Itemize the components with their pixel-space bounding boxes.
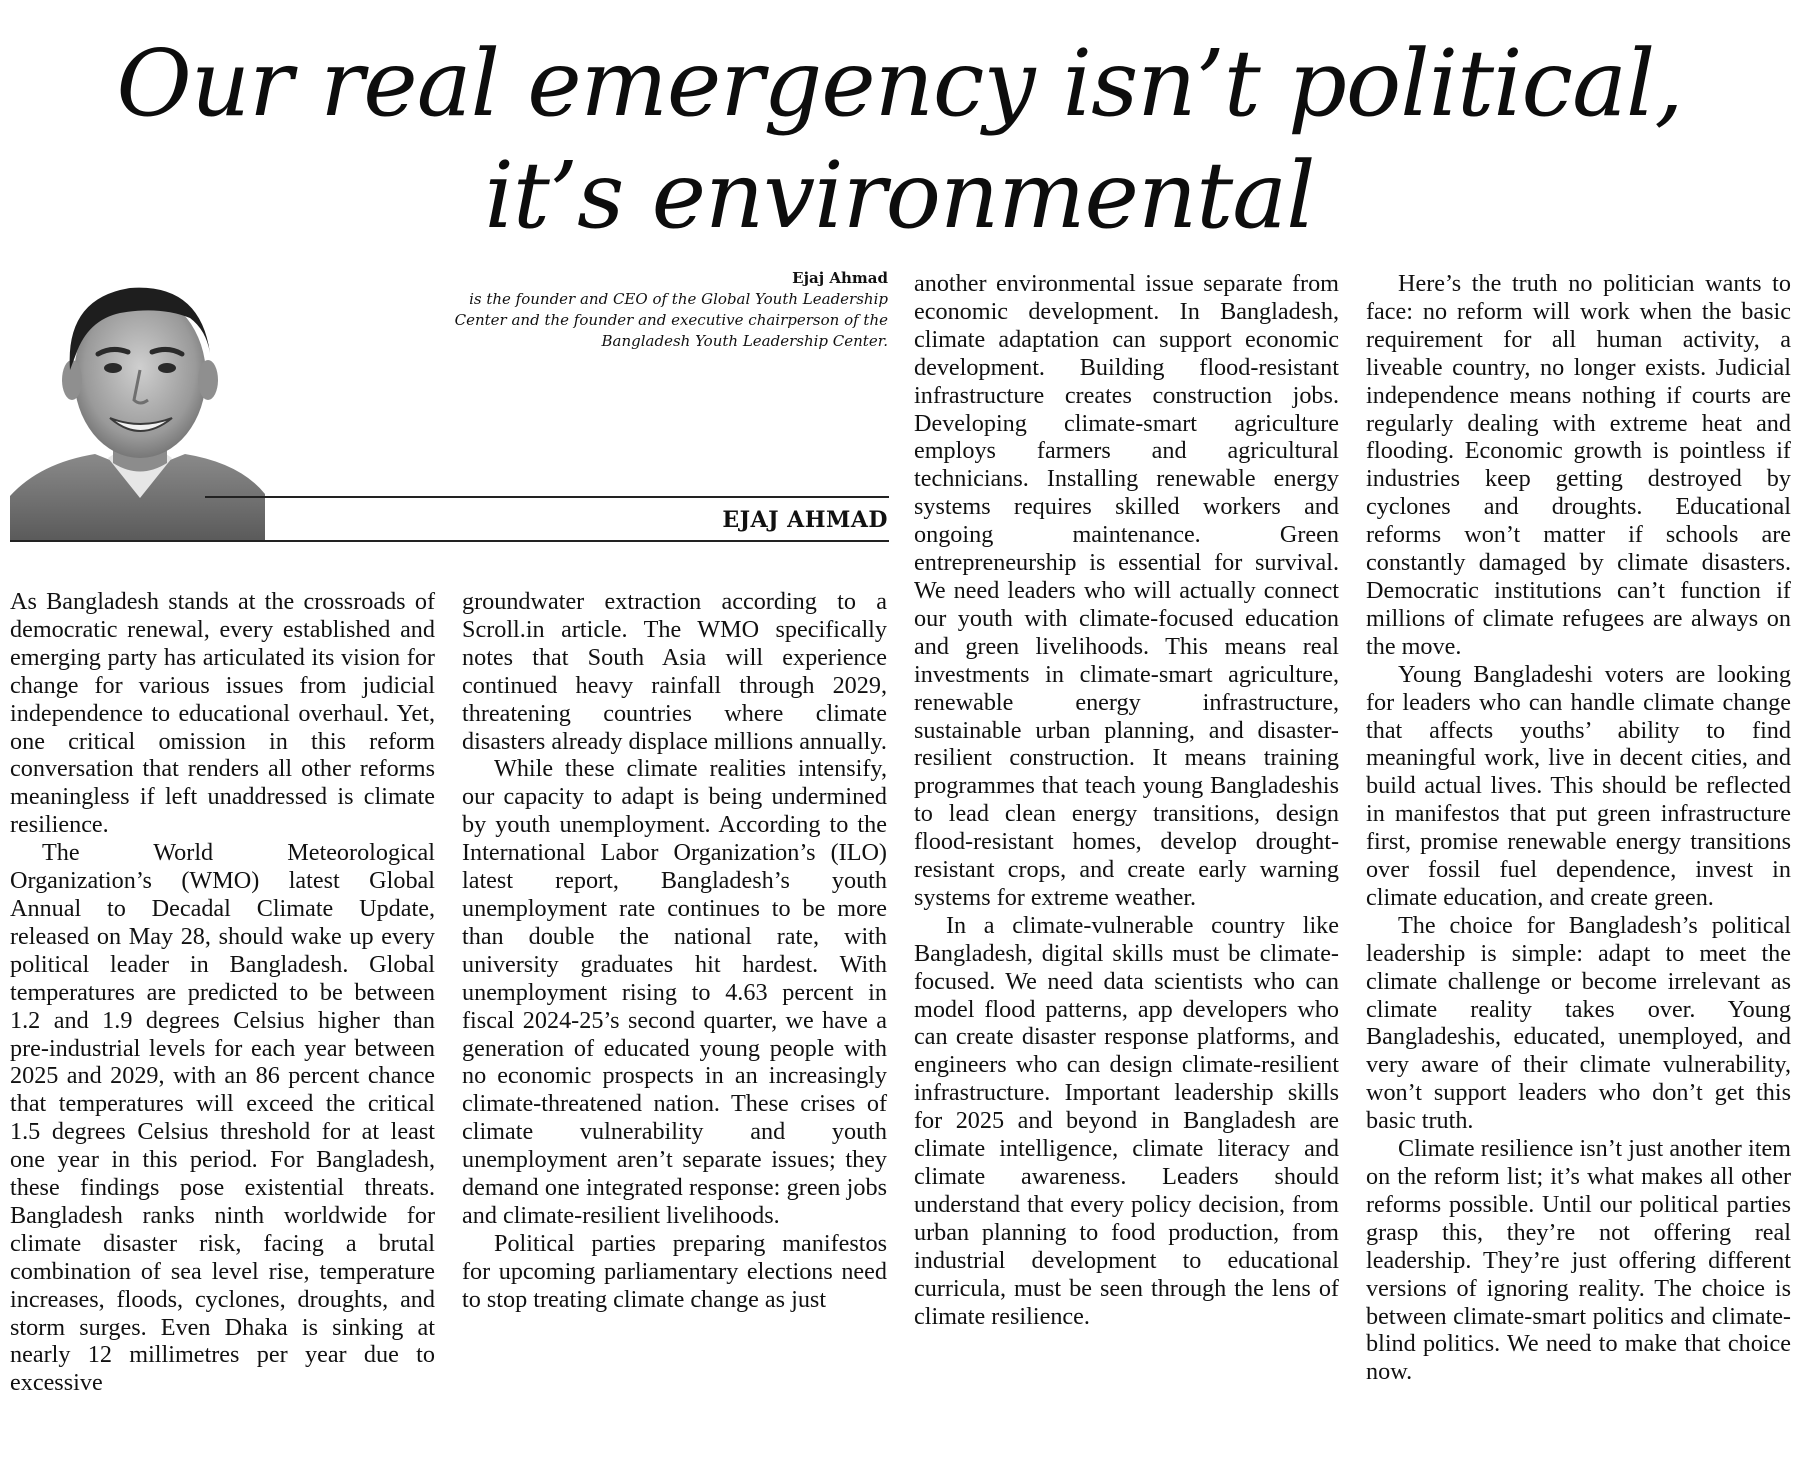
headline-line-2: it’s environmental: [484, 142, 1315, 249]
paragraph: Here’s the truth no politician wants to face: no reform will work when the basic requirement for all human activity, a liveable country, no longer exists. Judicial independence means nothing if courts are regularly dealing with extreme heat and flooding. Economic growth is pointless if industries keep getting destroyed by cyclones and droughts. Educational reforms won’t matter if schools are constantly damaged by climate disasters. Democratic institutions can’t function if millions of climate refugees are always on the move.: [1366, 270, 1791, 660]
author-photo: [10, 258, 265, 541]
paragraph: Political parties preparing manifestos for upcoming parliamentary elections need to stop treating climate change as just: [462, 1229, 887, 1313]
paragraph: groundwater extraction according to a Scroll.in article. The WMO specifically notes that South Asia will experience continued heavy rainfall through 2029, threatening countries where climate disasters already displace millions annually.: [462, 588, 887, 755]
headline: [0, 28, 1799, 252]
byline: EJAJ AHMAD: [722, 507, 888, 533]
article-column-1: [10, 588, 435, 1397]
paragraph: The choice for Bangladesh’s political leadership is simple: adapt to meet the climate challenge or become irrelevant as climate reality takes over. Young Bangladeshis, educated, unemployed, and very aware of their climate vulnerability, won’t support leaders who don’t get this basic truth.: [1366, 911, 1791, 1135]
author-bio: [420, 268, 888, 352]
article-column-4: [1366, 270, 1791, 1386]
paragraph: In a climate-vulnerable country like Bangladesh, digital skills must be climate-focused. We need data scientists who can model flood patterns, app developers who can create disaster response platforms, and engineers who can design climate-resilient infrastructure. Important leadership skills for 2025 and beyond in Bangladesh are climate intelligence, climate literacy and climate awareness. Leaders should understand that every policy decision, from urban planning to food production, from industrial development to educational curricula, must be seen through the lens of climate resilience.: [914, 911, 1339, 1330]
paragraph: Climate resilience isn’t just another item on the reform list; it’s what makes all other reforms possible. Until our political parties grasp this, they’re not offering real leadership. They’re just offering different versions of ignoring reality. The choice is between climate-smart politics and climate-blind politics. We need to make that choice now.: [1366, 1135, 1791, 1386]
byline-rule-bottom: [10, 540, 889, 542]
paragraph: As Bangladesh stands at the crossroads of democratic renewal, every established and emerging party has articulated its vision for change for various issues from judicial independence to educational overhaul. Yet, one critical omission in this reform conversation that renders all other reforms meaningless if left unaddressed is climate resilience.: [10, 588, 435, 839]
byline-rule-top: [205, 496, 889, 498]
author-bio-name: Ejaj Ahmad: [792, 269, 888, 287]
article-column-3: [914, 270, 1339, 1330]
headline-line-1: Our real emergency isn’t political,: [116, 30, 1683, 137]
paragraph: The World Meteorological Organization’s (WMO) latest Global Annual to Decadal Climate Update, released on May 28, should wake up every political leader in Bangladesh. Global temperatures are predicted to be between 1.2 and 1.9 degrees Celsius higher than pre-industrial levels for each year between 2025 and 2029, with an 86 percent chance that temperatures will exceed the critical 1.5 degrees Celsius threshold for at least one year in this period. For Bangladesh, these findings pose existential threats. Bangladesh ranks ninth worldwide for climate disaster risk, facing a brutal combination of sea level rise, temperature increases, floods, cyclones, droughts, and storm surges. Even Dhaka is sinking at nearly 12 millimetres per year due to excessive: [10, 839, 435, 1397]
paragraph: another environmental issue separate from economic development. In Bangladesh, climate adaptation can support economic development. Building flood-resistant infrastructure creates construction jobs. Developing climate-smart agriculture employs farmers and agricultural technicians. Installing renewable energy systems requires skilled workers and ongoing maintenance. Green entrepreneurship is essential for survival. We need leaders who will actually connect our youth with climate-focused education and green livelihoods. This means real investments in climate-smart agriculture, renewable energy infrastructure, sustainable urban planning, and disaster-resilient construction. It means training programmes that teach young Bangladeshis to lead clean energy transitions, design flood-resistant homes, develop drought-resistant crops, and create early warning systems for extreme weather.: [914, 270, 1339, 911]
paragraph: Young Bangladeshi voters are looking for leaders who can handle climate change that affects youths’ ability to find meaningful work, live in decent cities, and build actual lives. This should be reflected in manifestos that put green infrastructure first, promise renewable energy transitions over fossil fuel dependence, invest in climate education, and create green.: [1366, 660, 1791, 911]
paragraph: While these climate realities intensify, our capacity to adapt is being undermined by youth unemployment. According to the International Labor Organization’s (ILO) latest report, Bangladesh’s youth unemployment rate continues to be more than double the national rate, with university graduates hit hardest. With unemployment rising to 4.63 percent in fiscal 2024-25’s second quarter, we have a generation of educated young people with no economic prospects in an increasingly climate-threatened nation. These crises of climate vulnerability and youth unemployment aren’t separate issues; they demand one integrated response: green jobs and climate-resilient livelihoods.: [462, 755, 887, 1229]
author-bio-text: is the founder and CEO of the Global Youth Leadership Center and the founder and executive chairperson of the Bangladesh Youth Leadership Center.: [454, 290, 888, 350]
article-column-2: [462, 588, 887, 1314]
